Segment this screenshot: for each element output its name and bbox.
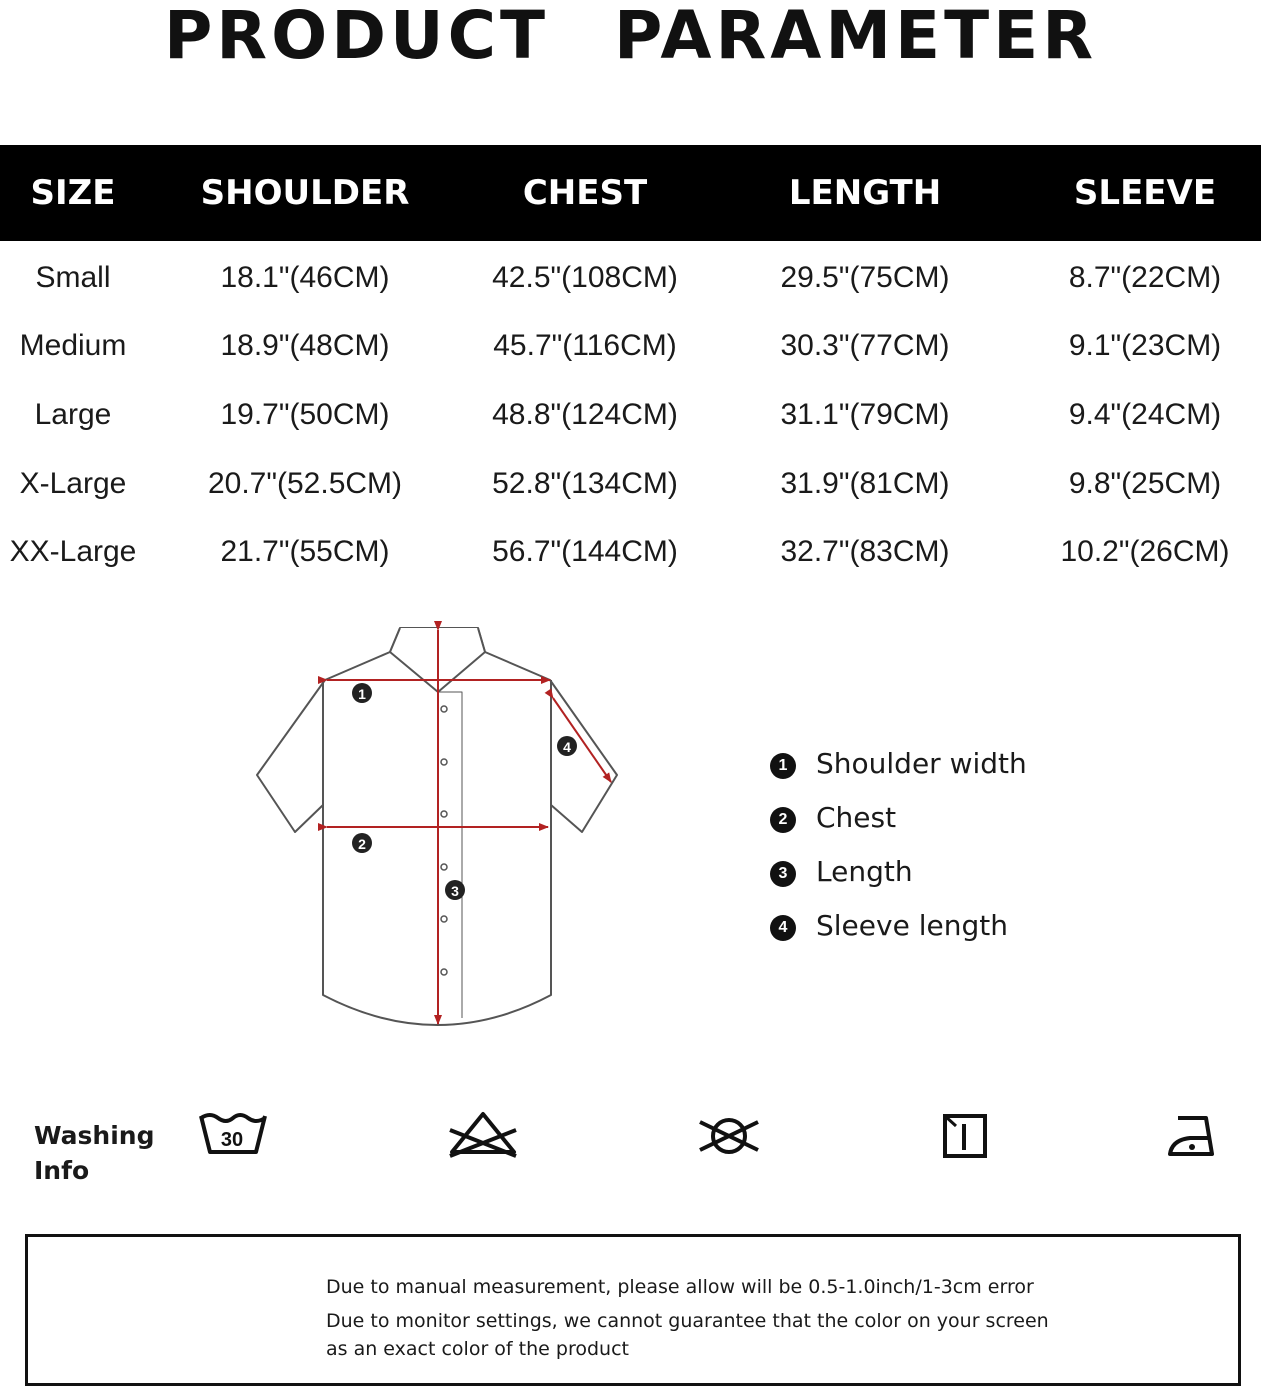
cell-length: 31.9"(81CM) xyxy=(780,467,950,500)
cell-shoulder: 21.7"(55CM) xyxy=(220,535,390,568)
cell-chest: 52.8"(134CM) xyxy=(492,467,678,500)
table-row xyxy=(0,459,1261,509)
cell-sleeve: 8.7"(22CM) xyxy=(1068,261,1222,294)
page-title: PRODUCT PARAMETER xyxy=(163,0,1098,74)
table-row xyxy=(0,390,1261,440)
washing-info-label xyxy=(34,1118,164,1188)
do-not-bleach-icon xyxy=(446,1108,520,1160)
cell-shoulder: 19.7"(50CM) xyxy=(220,398,390,431)
wash-30-icon xyxy=(198,1108,268,1160)
marker-3: 3 xyxy=(451,883,459,899)
size-table-header xyxy=(0,145,1261,241)
cell-shoulder: 18.9"(48CM) xyxy=(220,329,390,362)
cell-sleeve: 9.4"(24CM) xyxy=(1068,398,1222,431)
legend-item xyxy=(770,902,1130,956)
marker-1: 1 xyxy=(358,686,366,702)
cell-chest: 42.5"(108CM) xyxy=(492,261,678,294)
cell-sleeve: 10.2"(26CM) xyxy=(1060,535,1230,568)
cell-size: Large xyxy=(34,398,112,431)
cell-length: 32.7"(83CM) xyxy=(780,535,950,568)
legend-label: Shoulder width xyxy=(816,747,1027,780)
legend-item xyxy=(770,740,1130,794)
cell-size: Small xyxy=(35,261,111,294)
cell-chest: 45.7"(116CM) xyxy=(493,329,677,362)
cell-size: Medium xyxy=(19,329,127,362)
cell-chest: 56.7"(144CM) xyxy=(492,535,678,568)
cell-length: 29.5"(75CM) xyxy=(780,261,950,294)
cell-shoulder: 18.1"(46CM) xyxy=(220,261,390,294)
disclaimer-box xyxy=(25,1234,1241,1386)
cell-chest: 48.8"(124CM) xyxy=(492,398,678,431)
measurement-legend xyxy=(770,740,1130,956)
cell-sleeve: 9.1"(23CM) xyxy=(1068,329,1222,362)
legend-number: 4 xyxy=(770,915,796,941)
header-length: LENGTH xyxy=(788,173,942,213)
disclaimer-line: Due to monitor settings, we cannot guarantee that the color on your screen xyxy=(326,1310,1049,1332)
table-row xyxy=(0,527,1261,577)
cell-shoulder: 20.7"(52.5CM) xyxy=(207,467,403,500)
legend-item xyxy=(770,794,1130,848)
do-not-tumble-dry-icon xyxy=(696,1108,762,1160)
iron-icon xyxy=(1166,1108,1220,1160)
legend-label: Length xyxy=(816,855,913,888)
table-row xyxy=(0,253,1261,303)
legend-number: 2 xyxy=(770,807,796,833)
legend-number: 3 xyxy=(770,861,796,887)
cell-size: XX-Large xyxy=(9,535,137,568)
legend-number: 1 xyxy=(770,753,796,779)
table-row xyxy=(0,321,1261,371)
legend-label: Chest xyxy=(816,801,897,834)
header-sleeve: SLEEVE xyxy=(1073,173,1217,213)
disclaimer-line: as an exact color of the product xyxy=(326,1338,629,1360)
header-shoulder: SHOULDER xyxy=(200,173,410,213)
disclaimer-line: Due to manual measurement, please allow will be 0.5-1.0inch/1-3cm error xyxy=(326,1276,1034,1298)
legend-item xyxy=(770,848,1130,902)
header-size: SIZE xyxy=(30,173,116,213)
cell-sleeve: 9.8"(25CM) xyxy=(1068,467,1222,500)
wash-temperature: 30 xyxy=(220,1129,244,1151)
legend-label: Sleeve length xyxy=(816,909,1008,942)
cell-size: X-Large xyxy=(19,467,127,500)
cell-length: 31.1"(79CM) xyxy=(780,398,950,431)
marker-2: 2 xyxy=(358,836,366,852)
washing-label-line2: Info xyxy=(34,1156,90,1185)
cell-length: 30.3"(77CM) xyxy=(780,329,950,362)
washing-label-line1: Washing xyxy=(34,1121,155,1150)
line-dry-icon xyxy=(940,1108,990,1160)
header-chest: CHEST xyxy=(522,173,648,213)
shirt-measurement-diagram xyxy=(240,605,640,1045)
marker-4: 4 xyxy=(563,739,571,755)
